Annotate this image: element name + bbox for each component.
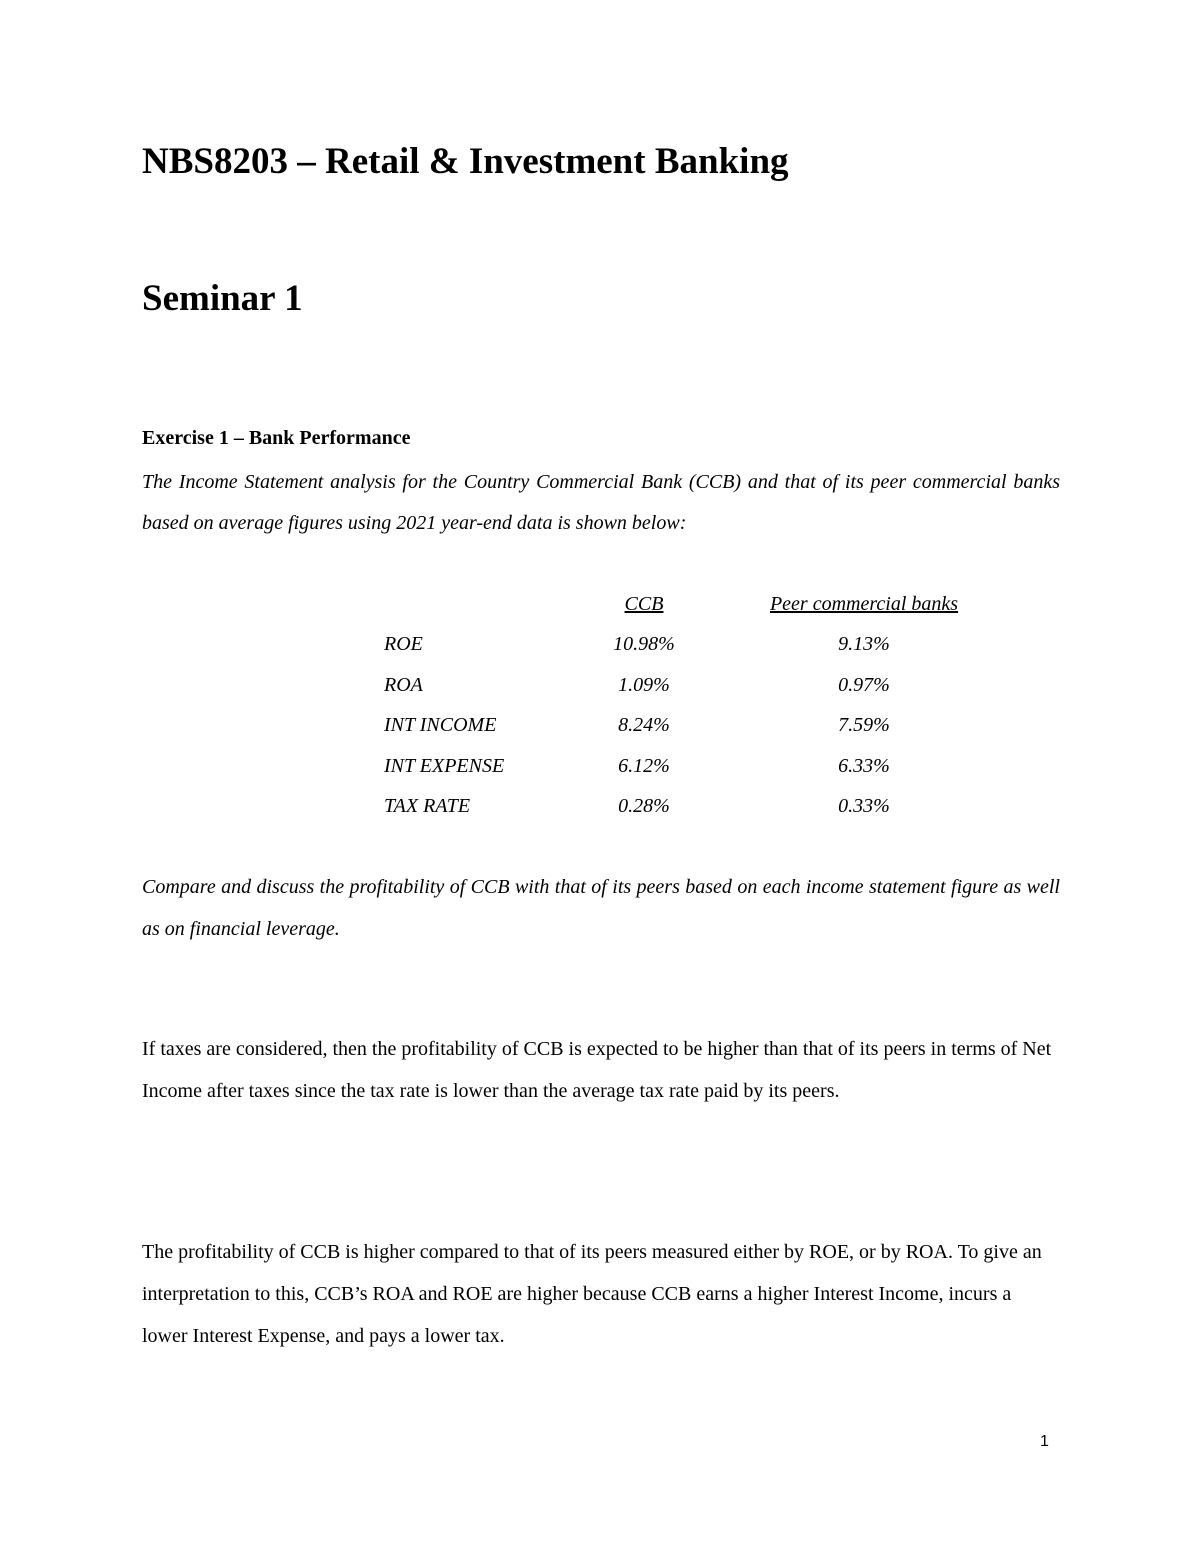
answer-paragraph-taxes: If taxes are considered, then the profitability of CCB is expected to be higher than that of its peers in terms of Net Income after taxes since the tax rate is lower than the average tax rate paid by its peers. [142,1038,1052,1102]
ccb-value: 8.24% [618,714,670,737]
table-row [384,665,984,706]
performance-table [384,584,984,827]
page-number: 1 [1040,1433,1049,1450]
table-row [384,746,984,787]
table-row [384,706,984,747]
question-paragraph: Compare and discuss the profitability of CCB with that of its peers based on each income statement figure as well as on financial leverage. [142,876,1060,940]
seminar-title: Seminar 1 [142,278,303,319]
table-row [384,787,984,828]
peer-value: 0.97% [838,673,890,696]
intro-paragraph: The Income Statement analysis for the Country Commercial Bank (CCB) and that of its peer commercial banks based on average figures using 2021 year-end data is shown below: [142,471,1060,534]
ccb-value: 1.09% [618,673,670,696]
peer-value: 9.13% [838,633,890,656]
document-title: NBS8203 – Retail & Investment Banking [142,141,789,182]
row-label: ROA [384,673,423,696]
row-label: TAX RATE [384,795,471,818]
table-row [384,625,984,666]
table-header-gap [704,584,744,625]
row-label: INT EXPENSE [384,754,505,777]
row-label: INT INCOME [384,714,497,737]
table-header-ccb: CCB [624,592,664,615]
ccb-value: 10.98% [613,633,675,656]
row-label: ROE [384,633,423,656]
answer-paragraph-profitability: The profitability of CCB is higher compared to that of its peers measured either by ROE, or by ROA. To give an interpretation to this, CCB’s ROA and ROE are higher because CCB earns a higher Interest Income, incurs a lower Interest Expense, and pays a lower tax. [142,1241,1042,1347]
ccb-value: 6.12% [618,754,670,777]
table-header-empty [384,584,584,625]
peer-value: 7.59% [838,714,890,737]
ccb-value: 0.28% [618,795,670,818]
peer-value: 6.33% [838,754,890,777]
peer-value: 0.33% [838,795,890,818]
table-header-peer: Peer commercial banks [769,592,959,615]
exercise-heading: Exercise 1 – Bank Performance [142,427,411,449]
table-header-row [384,584,984,625]
